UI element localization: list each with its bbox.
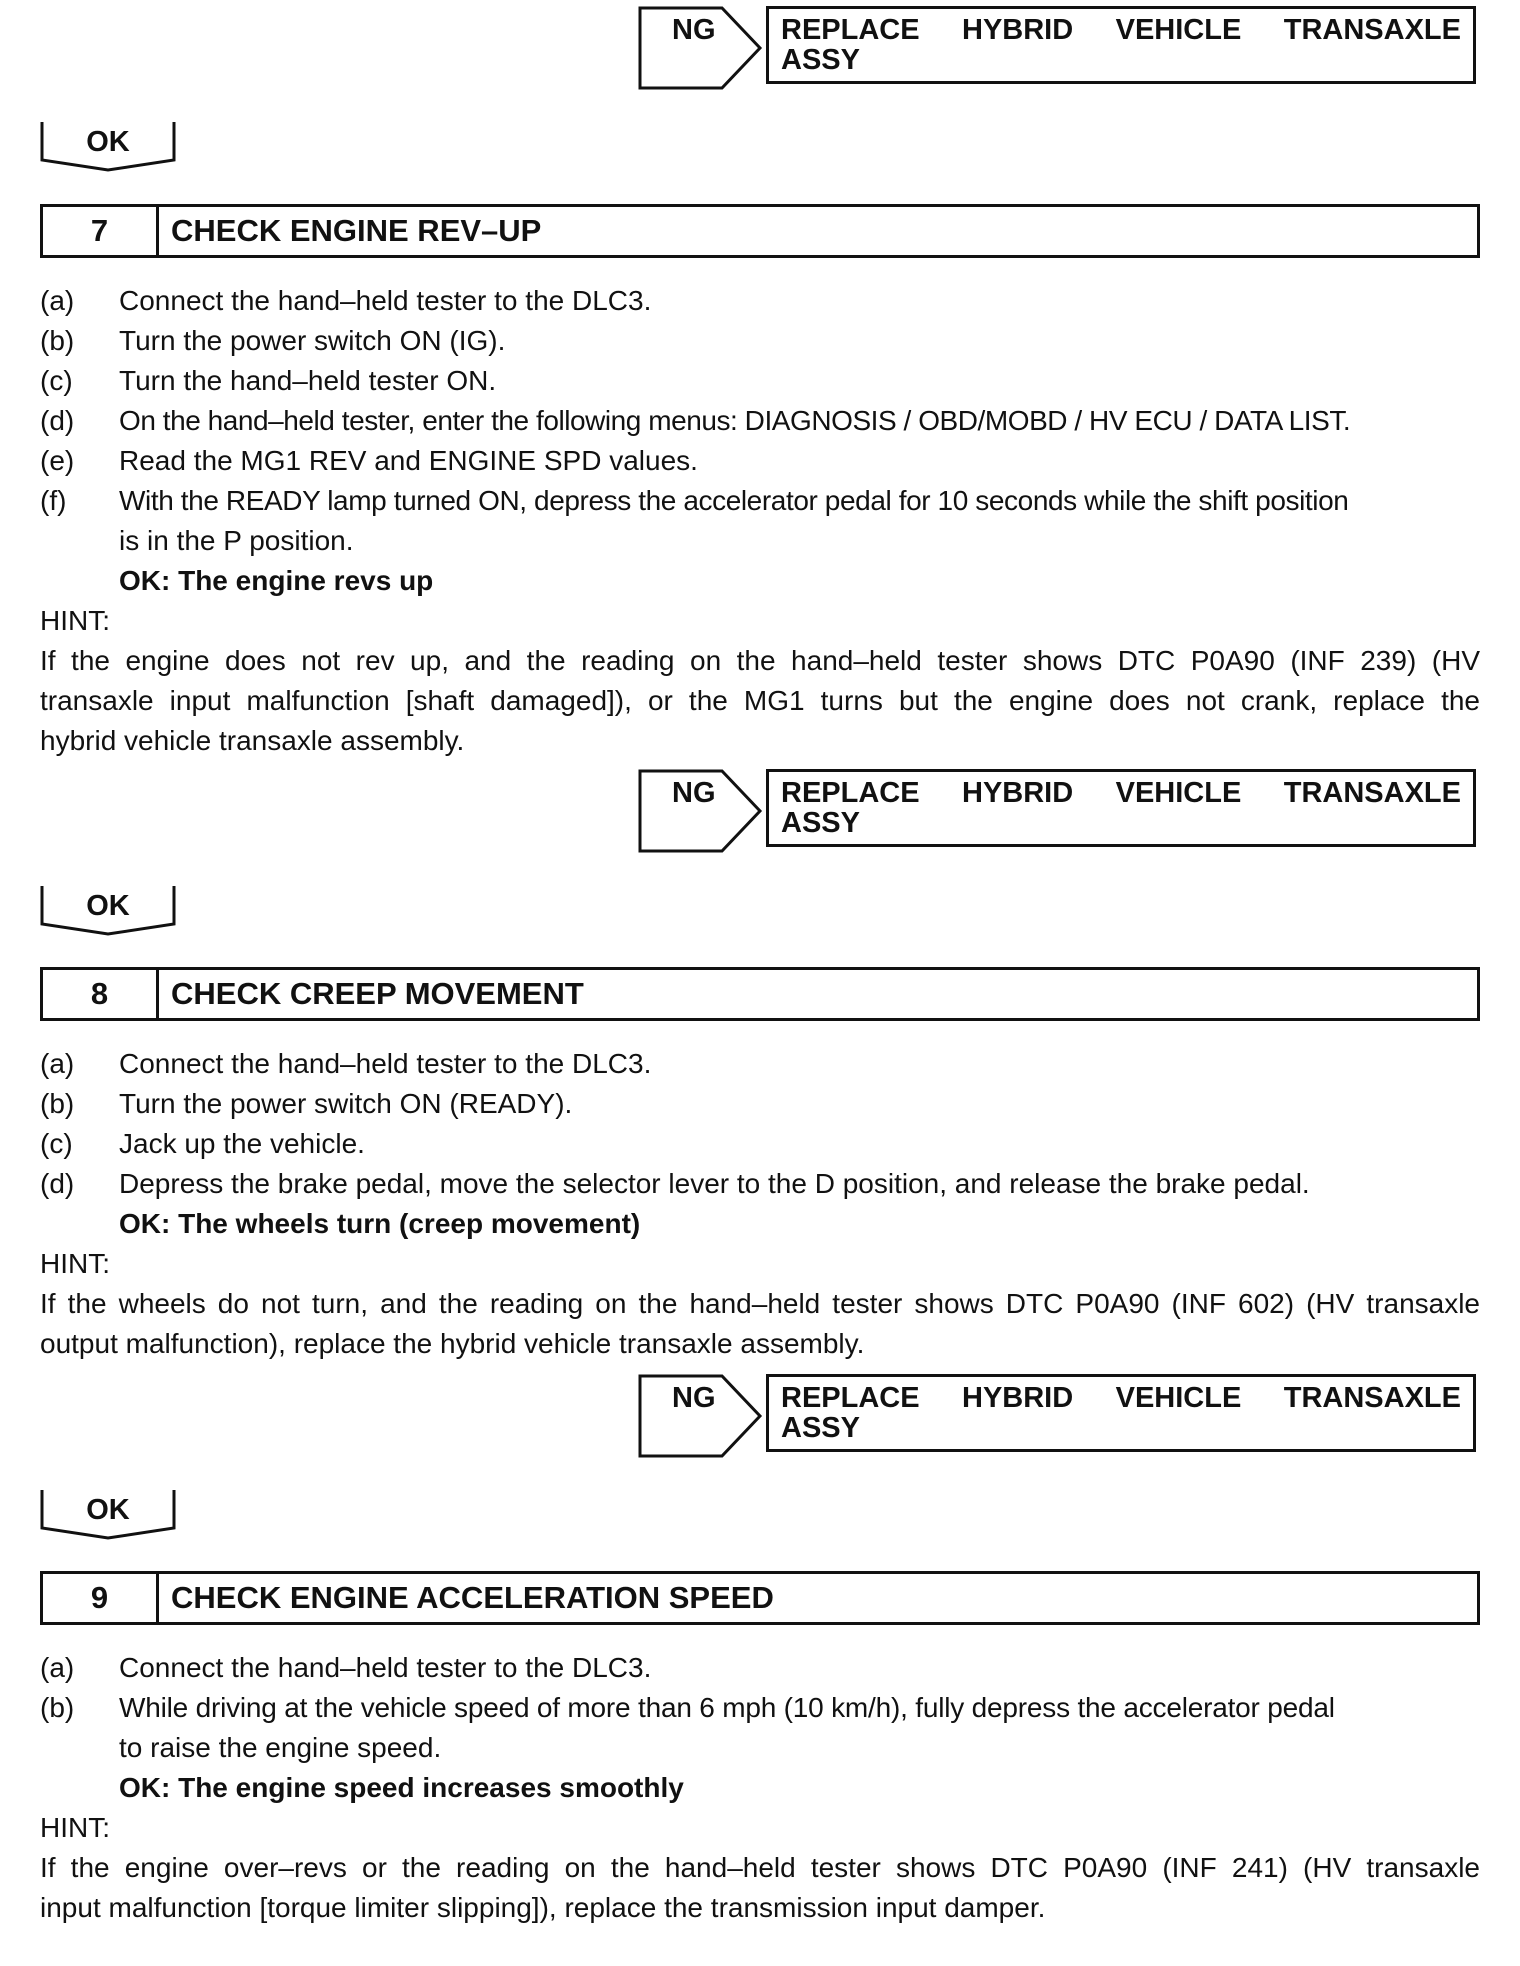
ok-label: OK <box>86 126 130 158</box>
action-word: REPLACE <box>781 1382 920 1414</box>
hint-text: input malfunction [torque limiter slipping]), replace the transmission input damper. <box>40 1892 1046 1923</box>
action-word: REPLACE <box>781 14 920 46</box>
ok-criteria: OK: The engine revs up <box>119 565 434 596</box>
step-title: CHECK ENGINE REV–UP <box>171 213 542 248</box>
ng-result-row <box>638 769 1480 851</box>
step-header <box>40 967 1480 1021</box>
item-label: (b) <box>40 1088 75 1119</box>
hint-label: HINT: <box>40 605 110 636</box>
step-header <box>40 204 1480 258</box>
step-header <box>40 1571 1480 1625</box>
action-word: HYBRID <box>962 1382 1074 1414</box>
item-label: (d) <box>40 1168 75 1199</box>
ok-label: OK <box>86 890 130 922</box>
action-word: HYBRID <box>962 14 1074 46</box>
item-label: (c) <box>40 365 73 396</box>
item-text: With the READY lamp turned ON, depress the accelerator pedal for 10 seconds while the shift position <box>119 485 1349 516</box>
ok-tag <box>40 1488 176 1540</box>
item-text-cont: to raise the engine speed. <box>119 1732 442 1763</box>
item-label: (e) <box>40 445 75 476</box>
item-label: (c) <box>40 1128 73 1159</box>
action-word: TRANSAXLE <box>1283 14 1461 46</box>
item-text: Turn the hand–held tester ON. <box>119 365 497 396</box>
ng-label: NG <box>672 777 716 809</box>
hint-text: output malfunction), replace the hybrid vehicle transaxle assembly. <box>40 1328 865 1359</box>
item-text: Connect the hand–held tester to the DLC3. <box>119 1048 652 1079</box>
action-word: ASSY <box>781 1412 860 1444</box>
step-number: 8 <box>43 970 159 1018</box>
hint-text: If the engine does not rev up, and the reading on the hand–held tester shows DTC P0A90 (INF 239) (HV <box>40 645 1480 676</box>
item-label: (f) <box>40 485 67 516</box>
ng-result-row <box>638 6 1480 88</box>
item-text-cont: is in the P position. <box>119 525 354 556</box>
step-number: 7 <box>43 207 159 255</box>
item-label: (b) <box>40 1692 75 1723</box>
ok-criteria: OK: The engine speed increases smoothly <box>119 1772 684 1803</box>
item-text: Read the MG1 REV and ENGINE SPD values. <box>119 445 698 476</box>
hint-text: If the engine over–revs or the reading on the hand–held tester shows DTC P0A90 (INF 241) (HV transaxle <box>40 1852 1480 1883</box>
item-label: (b) <box>40 325 75 356</box>
step-title: CHECK CREEP MOVEMENT <box>171 976 584 1011</box>
item-text: Turn the power switch ON (READY). <box>119 1088 573 1119</box>
item-text: Turn the power switch ON (IG). <box>119 325 506 356</box>
action-word: ASSY <box>781 807 860 839</box>
step-title: CHECK ENGINE ACCELERATION SPEED <box>171 1580 774 1615</box>
item-label: (a) <box>40 1048 75 1079</box>
item-text: Connect the hand–held tester to the DLC3. <box>119 1652 652 1683</box>
item-label: (a) <box>40 285 75 316</box>
hint-label: HINT: <box>40 1248 110 1279</box>
ng-label: NG <box>672 14 716 46</box>
item-label: (a) <box>40 1652 75 1683</box>
action-box <box>766 1374 1476 1452</box>
ok-tag <box>40 120 176 172</box>
item-text: On the hand–held tester, enter the following menus: DIAGNOSIS / OBD/MOBD / HV ECU / DATA LIST. <box>119 405 1351 436</box>
action-word: REPLACE <box>781 777 920 809</box>
step-number: 9 <box>43 1574 159 1622</box>
action-word: VEHICLE <box>1115 14 1242 46</box>
item-label: (d) <box>40 405 75 436</box>
action-word: VEHICLE <box>1115 777 1242 809</box>
hint-label: HINT: <box>40 1812 110 1843</box>
item-text: While driving at the vehicle speed of more than 6 mph (10 km/h), fully depress the accelerator pedal <box>119 1692 1335 1723</box>
hint-text: hybrid vehicle transaxle assembly. <box>40 725 465 756</box>
action-word: HYBRID <box>962 777 1074 809</box>
ok-criteria: OK: The wheels turn (creep movement) <box>119 1208 641 1239</box>
item-text: Jack up the vehicle. <box>119 1128 365 1159</box>
hint-text: If the wheels do not turn, and the reading on the hand–held tester shows DTC P0A90 (INF 602) (HV transaxle <box>40 1288 1480 1319</box>
action-word: TRANSAXLE <box>1283 777 1461 809</box>
ok-label: OK <box>86 1494 130 1526</box>
action-box <box>766 769 1476 847</box>
item-text: Depress the brake pedal, move the selector lever to the D position, and release the brake pedal. <box>119 1168 1310 1199</box>
action-word: VEHICLE <box>1115 1382 1242 1414</box>
ok-tag <box>40 884 176 936</box>
ng-label: NG <box>672 1382 716 1414</box>
action-word: TRANSAXLE <box>1283 1382 1461 1414</box>
action-word: ASSY <box>781 44 860 76</box>
item-text: Connect the hand–held tester to the DLC3. <box>119 285 652 316</box>
ng-result-row <box>638 1374 1480 1456</box>
action-box <box>766 6 1476 84</box>
hint-text: transaxle input malfunction [shaft damaged]), or the MG1 turns but the engine does not crank, replace the <box>40 685 1480 716</box>
